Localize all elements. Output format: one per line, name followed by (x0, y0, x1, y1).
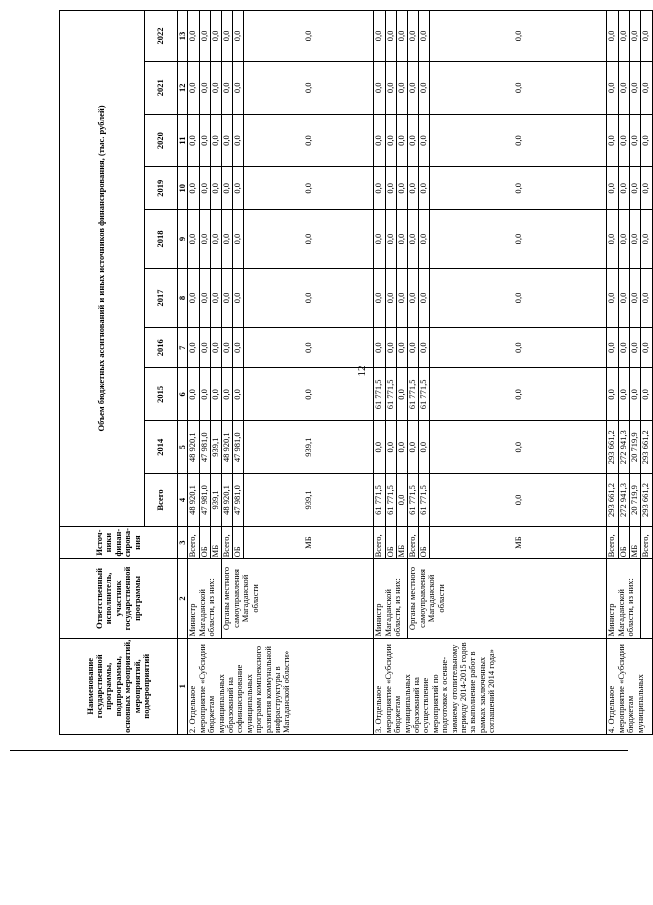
header-source: Источ-ники финан-сирова-ния (60, 526, 178, 558)
value-cell: 48 920,1 (188, 474, 200, 527)
value-cell: 0,0 (397, 167, 408, 210)
value-cell: 293 661,2 (641, 421, 653, 474)
value-cell: 0,0 (386, 61, 397, 114)
col-number: 8 (178, 268, 188, 327)
table-row (408, 11, 419, 735)
value-cell: 61 771,5 (419, 368, 430, 421)
header-responsible: Ответственный исполнитель, участник государственной программы (60, 559, 178, 638)
value-cell: 0,0 (200, 368, 211, 421)
table-body (188, 11, 653, 735)
value-cell: 61 771,5 (386, 474, 397, 527)
value-cell: 0,0 (419, 11, 430, 62)
value-cell: 0,0 (244, 114, 374, 167)
page-number: 12 (356, 365, 368, 377)
value-cell: 0,0 (641, 368, 653, 421)
value-cell: 0,0 (619, 368, 630, 421)
rotated-table-container (59, 10, 651, 735)
value-cell: 0,0 (430, 268, 607, 327)
table-row (188, 11, 200, 735)
value-cell: 0,0 (244, 210, 374, 269)
header-total: Всего (145, 474, 178, 527)
value-cell: 0,0 (641, 327, 653, 368)
value-cell: 272 941,3 (619, 474, 630, 527)
value-cell: 0,0 (222, 327, 233, 368)
value-cell: 0,0 (200, 167, 211, 210)
value-cell: 0,0 (233, 61, 244, 114)
table-row (222, 11, 233, 735)
value-cell: 0,0 (244, 368, 374, 421)
value-cell: 0,0 (188, 114, 200, 167)
value-cell: 0,0 (188, 327, 200, 368)
value-cell: 0,0 (641, 210, 653, 269)
responsible-cell: Министр Магаданской области, из них: (607, 559, 641, 638)
value-cell: 0,0 (619, 167, 630, 210)
value-cell: 0,0 (222, 268, 233, 327)
item-name: 2. Отдельное мероприятие «Субсидии бюджетам муниципальных образований на софинансирование муниципальных программ комплексного развития коммунальной инфраструктуры в Магаданской области» (188, 638, 374, 734)
value-cell: 293 661,2 (607, 474, 619, 527)
value-cell: 0,0 (641, 268, 653, 327)
value-cell: 0,0 (397, 61, 408, 114)
value-cell: 0,0 (607, 268, 619, 327)
header-year: 2022 (145, 11, 178, 62)
value-cell: 0,0 (188, 167, 200, 210)
value-cell: 0,0 (374, 421, 386, 474)
value-cell: 0,0 (233, 167, 244, 210)
value-cell: 0,0 (641, 61, 653, 114)
value-cell: 0,0 (630, 327, 641, 368)
source-cell: Всего, (408, 526, 419, 558)
header-year: 2017 (145, 268, 178, 327)
value-cell: 0,0 (619, 11, 630, 62)
source-cell: ОБ (233, 526, 244, 558)
value-cell: 0,0 (200, 114, 211, 167)
col-number: 2 (178, 559, 188, 638)
value-cell: 0,0 (419, 61, 430, 114)
value-cell: 0,0 (386, 167, 397, 210)
value-cell: 0,0 (630, 210, 641, 269)
value-cell: 48 920,1 (222, 421, 233, 474)
value-cell: 0,0 (630, 167, 641, 210)
value-cell: 61 771,5 (419, 474, 430, 527)
source-cell: Всего, (607, 526, 619, 558)
value-cell: 0,0 (419, 421, 430, 474)
value-cell: 0,0 (430, 210, 607, 269)
value-cell: 0,0 (397, 368, 408, 421)
value-cell: 0,0 (200, 61, 211, 114)
item-name: 3. Отдельное мероприятие «Субсидии бюджетам муниципальных образований на осуществление мероприятий по подготовке к осенне-зимнему отопительному периоду 2014-2015 годов за выполнение работ в рамках заключенных соглашений 2014 года» (374, 638, 607, 734)
value-cell: 0,0 (430, 114, 607, 167)
responsible-cell (641, 559, 653, 638)
value-cell: 272 941,3 (619, 421, 630, 474)
value-cell: 0,0 (374, 210, 386, 269)
value-cell: 0,0 (233, 11, 244, 62)
col-number: 6 (178, 368, 188, 421)
page-rule (10, 750, 628, 751)
value-cell: 0,0 (222, 11, 233, 62)
value-cell: 0,0 (408, 268, 419, 327)
value-cell: 0,0 (419, 114, 430, 167)
col-number: 7 (178, 327, 188, 368)
value-cell: 0,0 (244, 268, 374, 327)
value-cell: 0,0 (200, 268, 211, 327)
value-cell: 0,0 (619, 268, 630, 327)
value-cell: 48 920,1 (188, 421, 200, 474)
value-cell: 0,0 (430, 61, 607, 114)
header-year: 2014 (145, 421, 178, 474)
col-number: 9 (178, 210, 188, 269)
value-cell: 0,0 (430, 368, 607, 421)
value-cell: 0,0 (374, 61, 386, 114)
value-cell: 0,0 (374, 268, 386, 327)
table-row (641, 11, 653, 735)
value-cell: 0,0 (233, 268, 244, 327)
value-cell: 47 981,0 (233, 474, 244, 527)
header-name: Наименование государственной программы, подпрограммы, основных мероприятий, мероприятий, подмероприятий (60, 638, 178, 734)
value-cell: 0,0 (408, 114, 419, 167)
value-cell: 293 661,2 (641, 474, 653, 527)
value-cell: 0,0 (397, 327, 408, 368)
value-cell: 0,0 (211, 268, 222, 327)
budget-table (59, 10, 653, 735)
value-cell: 0,0 (630, 268, 641, 327)
value-cell: 0,0 (188, 368, 200, 421)
value-cell: 939,1 (244, 421, 374, 474)
value-cell: 0,0 (244, 11, 374, 62)
value-cell: 0,0 (397, 114, 408, 167)
value-cell: 0,0 (200, 327, 211, 368)
header-budget: Объем бюджетных ассигнований и иных источников финансирования, (тыс. рублей) (60, 11, 145, 527)
value-cell: 20 719,9 (630, 474, 641, 527)
value-cell: 0,0 (619, 210, 630, 269)
value-cell: 0,0 (630, 61, 641, 114)
value-cell: 0,0 (188, 61, 200, 114)
value-cell: 0,0 (619, 327, 630, 368)
responsible-cell: Министр Магаданской области, из них: (374, 559, 408, 638)
header-year: 2015 (145, 368, 178, 421)
value-cell: 0,0 (374, 167, 386, 210)
value-cell: 0,0 (408, 210, 419, 269)
value-cell: 48 920,1 (222, 474, 233, 527)
value-cell: 0,0 (630, 11, 641, 62)
col-number: 3 (178, 526, 188, 558)
value-cell: 0,0 (386, 210, 397, 269)
value-cell: 20 719,9 (630, 421, 641, 474)
source-cell: Всего, (641, 526, 653, 558)
value-cell: 0,0 (386, 421, 397, 474)
value-cell: 0,0 (374, 11, 386, 62)
value-cell: 0,0 (397, 11, 408, 62)
source-cell: Всего, (374, 526, 386, 558)
value-cell: 0,0 (211, 11, 222, 62)
item-name: 4. Отдельное мероприятие «Субсидии бюджетам муниципальных (607, 638, 653, 734)
value-cell: 0,0 (244, 327, 374, 368)
header-year: 2021 (145, 61, 178, 114)
value-cell: 0,0 (233, 210, 244, 269)
value-cell: 0,0 (607, 327, 619, 368)
value-cell: 0,0 (222, 167, 233, 210)
col-number: 10 (178, 167, 188, 210)
value-cell: 0,0 (607, 114, 619, 167)
value-cell: 0,0 (408, 421, 419, 474)
value-cell: 0,0 (607, 61, 619, 114)
value-cell: 0,0 (641, 11, 653, 62)
value-cell: 0,0 (233, 327, 244, 368)
value-cell: 47 981,0 (200, 421, 211, 474)
table-row (374, 11, 386, 735)
source-cell: МБ (244, 526, 374, 558)
source-cell: МБ (211, 526, 222, 558)
header-year: 2019 (145, 167, 178, 210)
value-cell: 0,0 (430, 327, 607, 368)
value-cell: 0,0 (211, 167, 222, 210)
value-cell: 61 771,5 (374, 474, 386, 527)
value-cell: 0,0 (397, 268, 408, 327)
source-cell: МБ (630, 526, 641, 558)
value-cell: 0,0 (408, 167, 419, 210)
value-cell: 0,0 (222, 368, 233, 421)
value-cell: 0,0 (419, 327, 430, 368)
responsible-cell: Органы местного самоуправления Магаданской области (222, 559, 374, 638)
value-cell: 61 771,5 (386, 368, 397, 421)
value-cell: 0,0 (222, 114, 233, 167)
value-cell: 61 771,5 (408, 368, 419, 421)
value-cell: 0,0 (607, 368, 619, 421)
value-cell: 0,0 (397, 474, 408, 527)
col-number: 1 (178, 638, 188, 734)
col-number: 12 (178, 61, 188, 114)
source-cell: ОБ (200, 526, 211, 558)
header-year: 2020 (145, 114, 178, 167)
value-cell: 0,0 (408, 11, 419, 62)
value-cell: 0,0 (374, 114, 386, 167)
value-cell: 0,0 (419, 167, 430, 210)
responsible-cell: Органы местного самоуправления Магаданской области (408, 559, 607, 638)
value-cell: 0,0 (607, 210, 619, 269)
value-cell: 0,0 (641, 167, 653, 210)
value-cell: 0,0 (200, 210, 211, 269)
value-cell: 0,0 (430, 11, 607, 62)
value-cell: 0,0 (188, 210, 200, 269)
header-year: 2018 (145, 210, 178, 269)
value-cell: 0,0 (188, 268, 200, 327)
source-cell: Всего, (188, 526, 200, 558)
value-cell: 0,0 (430, 167, 607, 210)
value-cell: 939,1 (211, 421, 222, 474)
value-cell: 0,0 (430, 421, 607, 474)
value-cell: 0,0 (607, 11, 619, 62)
value-cell: 0,0 (211, 368, 222, 421)
value-cell: 0,0 (244, 61, 374, 114)
value-cell: 0,0 (233, 114, 244, 167)
value-cell: 0,0 (222, 210, 233, 269)
value-cell: 0,0 (188, 11, 200, 62)
value-cell: 0,0 (607, 167, 619, 210)
value-cell: 0,0 (397, 421, 408, 474)
source-cell: МБ (430, 526, 607, 558)
value-cell: 0,0 (419, 210, 430, 269)
table-row (607, 11, 619, 735)
value-cell: 939,1 (244, 474, 374, 527)
value-cell: 0,0 (211, 114, 222, 167)
value-cell: 61 771,5 (374, 368, 386, 421)
col-number: 4 (178, 474, 188, 527)
col-number: 5 (178, 421, 188, 474)
source-cell: Всего, (222, 526, 233, 558)
value-cell: 0,0 (397, 210, 408, 269)
value-cell: 0,0 (641, 114, 653, 167)
value-cell: 0,0 (386, 327, 397, 368)
value-cell: 0,0 (419, 268, 430, 327)
value-cell: 293 661,2 (607, 421, 619, 474)
source-cell: ОБ (419, 526, 430, 558)
source-cell: ОБ (619, 526, 630, 558)
value-cell: 0,0 (619, 114, 630, 167)
value-cell: 0,0 (222, 61, 233, 114)
responsible-cell: Министр Магаданской области, из них: (188, 559, 222, 638)
value-cell: 0,0 (374, 327, 386, 368)
value-cell: 0,0 (408, 61, 419, 114)
value-cell: 0,0 (408, 327, 419, 368)
source-cell: ОБ (386, 526, 397, 558)
header-year: 2016 (145, 327, 178, 368)
value-cell: 0,0 (211, 61, 222, 114)
source-cell: МБ (397, 526, 408, 558)
value-cell: 47 981,0 (200, 474, 211, 527)
value-cell: 0,0 (386, 114, 397, 167)
value-cell: 0,0 (244, 167, 374, 210)
value-cell: 0,0 (630, 368, 641, 421)
value-cell: 0,0 (200, 11, 211, 62)
value-cell: 0,0 (386, 268, 397, 327)
value-cell: 61 771,5 (408, 474, 419, 527)
value-cell: 0,0 (211, 210, 222, 269)
value-cell: 0,0 (233, 368, 244, 421)
col-number: 13 (178, 11, 188, 62)
value-cell: 47 981,0 (233, 421, 244, 474)
value-cell: 939,1 (211, 474, 222, 527)
value-cell: 0,0 (211, 327, 222, 368)
value-cell: 0,0 (386, 11, 397, 62)
col-number: 11 (178, 114, 188, 167)
value-cell: 0,0 (430, 474, 607, 527)
value-cell: 0,0 (619, 61, 630, 114)
value-cell: 0,0 (630, 114, 641, 167)
